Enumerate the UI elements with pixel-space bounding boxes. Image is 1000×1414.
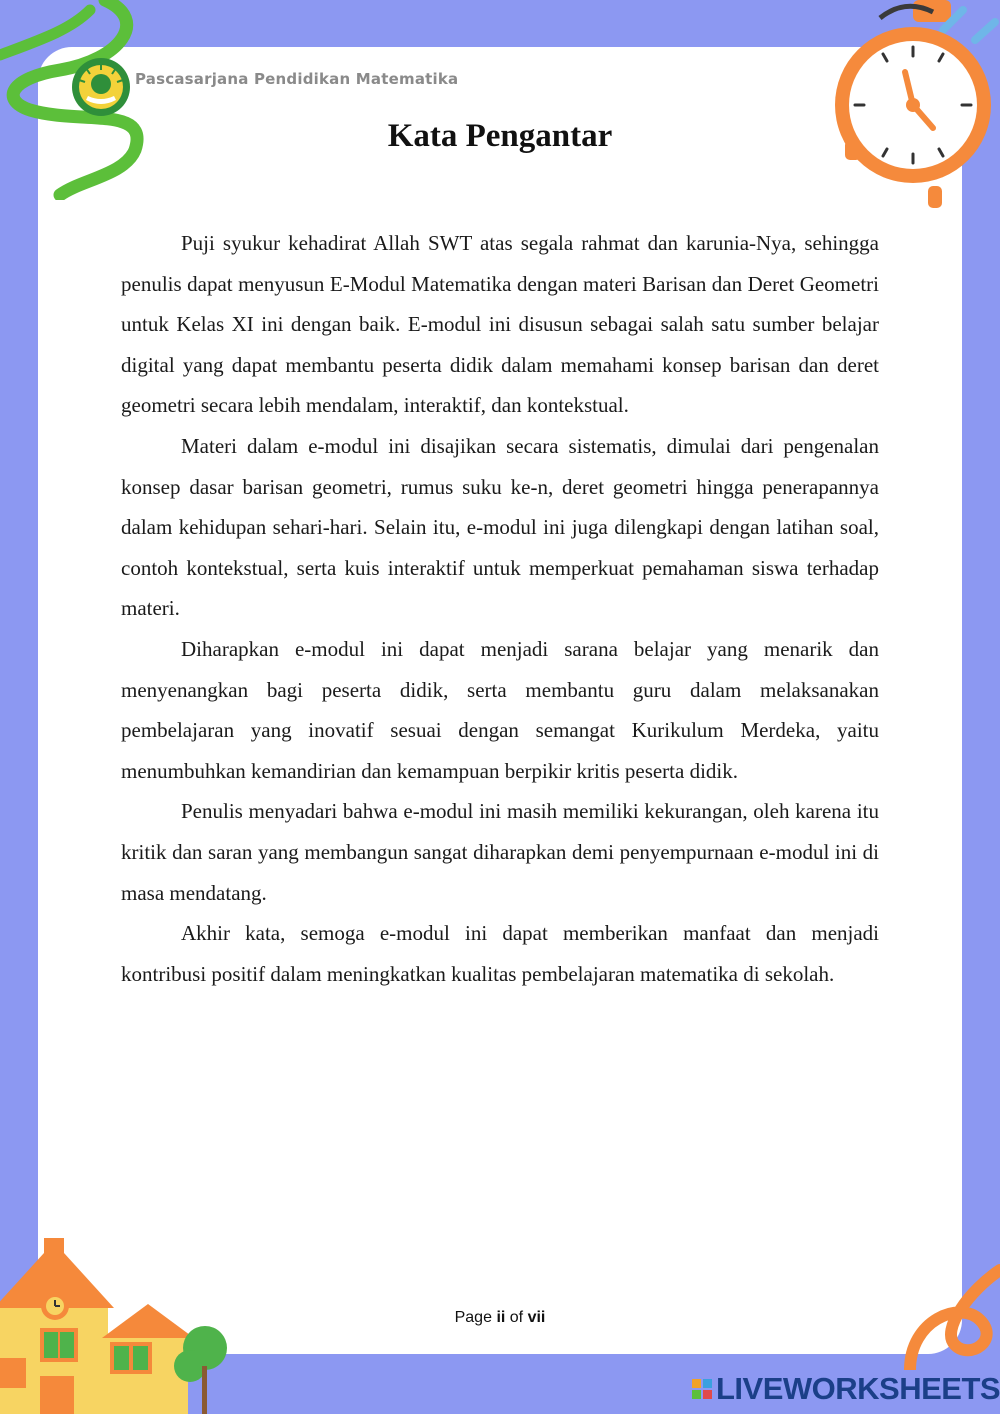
body-text (121, 223, 879, 994)
paragraph: Puji syukur kehadirat Allah SWT atas segala rahmat dan karunia-Nya, sehingga penulis dapat menyusun E-Modul Matematika dengan materi Barisan dan Deret Geometri untuk Kelas XI ini dengan baik. E-modul ini disusun sebagai salah satu sumber belajar digital yang dapat membantu peserta didik dalam memahami konsep barisan dan deret geometri secara lebih mendalam, interaktif, dan kontekstual. (121, 231, 879, 418)
page-number (0, 1309, 1000, 1327)
paragraph: Penulis menyadari bahwa e-modul ini masih memiliki kekurangan, oleh karena itu kritik dan saran yang membangun sangat diharapkan demi penyempurnaan e-modul ini di masa mendatang. (121, 799, 879, 905)
page-total: vii (527, 1309, 546, 1326)
page-current: ii (496, 1309, 506, 1326)
paragraph: Akhir kata, semoga e-modul ini dapat memberikan manfaat dan menjadi kontribusi positif dalam meningkatkan kualitas pembelajaran matematika di sekolah. (121, 921, 879, 986)
university-emblem-icon (70, 56, 132, 118)
paragraph: Materi dalam e-modul ini disajikan secara sistematis, dimulai dari pengenalan konsep dasar barisan geometri, rumus suku ke-n, deret geometri hingga penerapannya dalam kehidupan sehari-hari. Selain itu, e-modul ini juga dilengkapi dengan latihan soal, contoh kontekstual, serta kuis interaktif untuk memperkuat pemahaman siswa terhadap materi. (121, 433, 879, 621)
header-institution: Pascasarjana Pendidikan Matematika (135, 70, 459, 88)
liveworksheets-watermark (692, 1372, 1000, 1406)
paragraph: Diharapkan e-modul ini dapat menjadi sarana belajar yang menarik dan menyenangkan bagi peserta didik, serta membantu guru dalam melaksanakan pembelajaran yang inovatif sesuai dengan semangat Kurikulum Merdeka, yaitu menumbuhkan kemandirian dan kemampuan berpikir kritis peserta didik. (121, 636, 879, 783)
watermark-text: LIVEWORKSHEETS (716, 1371, 1000, 1406)
liveworksheets-logo-icon (692, 1379, 712, 1399)
page-of: of (509, 1309, 524, 1326)
page-title: Kata Pengantar (387, 118, 613, 154)
page-prefix: Page (454, 1309, 492, 1326)
alarm-clock-icon (825, 0, 1000, 215)
